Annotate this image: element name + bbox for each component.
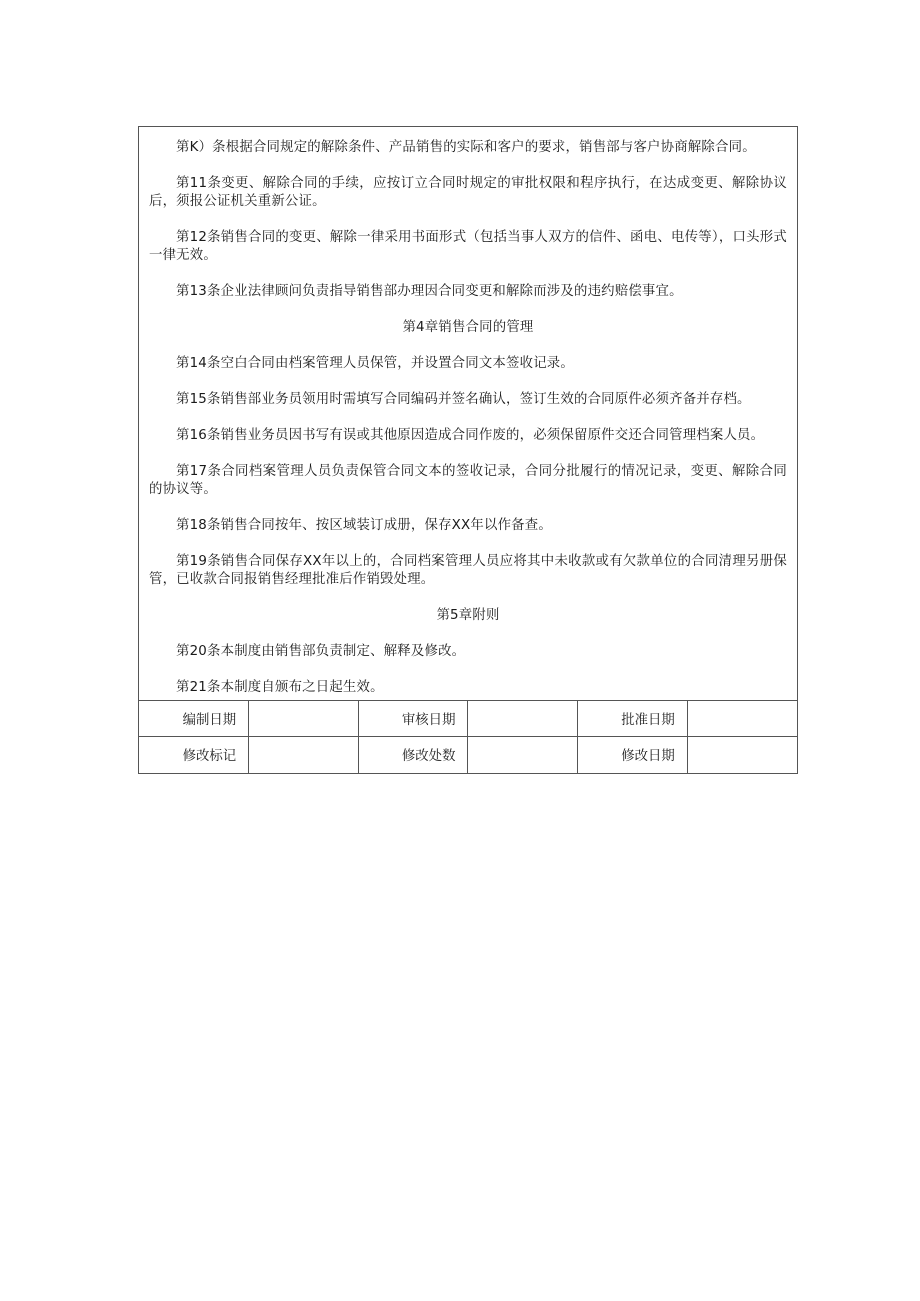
article-k: 第K）条根据合同规定的解除条件、产品销售的实际和客户的要求，销售部与客户协商解除合同。 [176, 140, 756, 155]
revision-date-label: 修改日期 [578, 737, 688, 773]
chapter-5-heading: 第5章附则 [436, 608, 500, 623]
article-14: 第14条空白合同由档案管理人员保管，并设置合同文本签收记录。 [176, 356, 574, 371]
article-18: 第18条销售合同按年、按区域装订成册，保存XX年以作备查。 [176, 518, 552, 533]
sign-off-table [139, 700, 797, 773]
article-13: 第13条企业法律顾问负责指导销售部办理因合同变更和解除而涉及的违约赔偿事宜。 [176, 284, 683, 299]
article-11: 第11条变更、解除合同的手续，应按订立合同时规定的审批权限和程序执行，在达成变更、解除协议后，须报公证机关重新公证。 [149, 176, 787, 209]
revision-mark-label: 修改标记 [139, 737, 249, 773]
prepared-date-field[interactable] [249, 701, 359, 737]
approved-date-label: 批准日期 [578, 701, 688, 737]
prepared-date-label: 编制日期 [139, 701, 249, 737]
reviewed-date-field[interactable] [468, 701, 578, 737]
article-21: 第21条本制度自颁布之日起生效。 [176, 680, 384, 695]
approved-date-field[interactable] [687, 701, 797, 737]
article-20: 第20条本制度由销售部负责制定、解释及修改。 [176, 644, 466, 659]
revision-count-label: 修改处数 [358, 737, 468, 773]
document-frame [138, 126, 798, 774]
document-body [139, 127, 797, 697]
article-15: 第15条销售部业务员领用时需填写合同编码并签名确认，签订生效的合同原件必须齐备并存档。 [176, 392, 751, 407]
table-row [139, 737, 797, 773]
article-17: 第17条合同档案管理人员负责保管合同文本的签收记录，合同分批履行的情况记录，变更、解除合同的协议等。 [149, 464, 787, 497]
chapter-4-heading: 第4章销售合同的管理 [402, 320, 534, 335]
table-row [139, 701, 797, 737]
article-12: 第12条销售合同的变更、解除一律采用书面形式（包括当事人双方的信件、函电、电传等），口头形式一律无效。 [149, 230, 787, 263]
reviewed-date-label: 审核日期 [358, 701, 468, 737]
revision-mark-field[interactable] [249, 737, 359, 773]
article-16: 第16条销售业务员因书写有误或其他原因造成合同作废的，必须保留原件交还合同管理档案人员。 [176, 428, 765, 443]
revision-date-field[interactable] [687, 737, 797, 773]
revision-count-field[interactable] [468, 737, 578, 773]
article-19: 第19条销售合同保存XX年以上的，合同档案管理人员应将其中未收款或有欠款单位的合同清理另册保管，已收款合同报销售经理批准后作销毁处理。 [149, 554, 787, 587]
